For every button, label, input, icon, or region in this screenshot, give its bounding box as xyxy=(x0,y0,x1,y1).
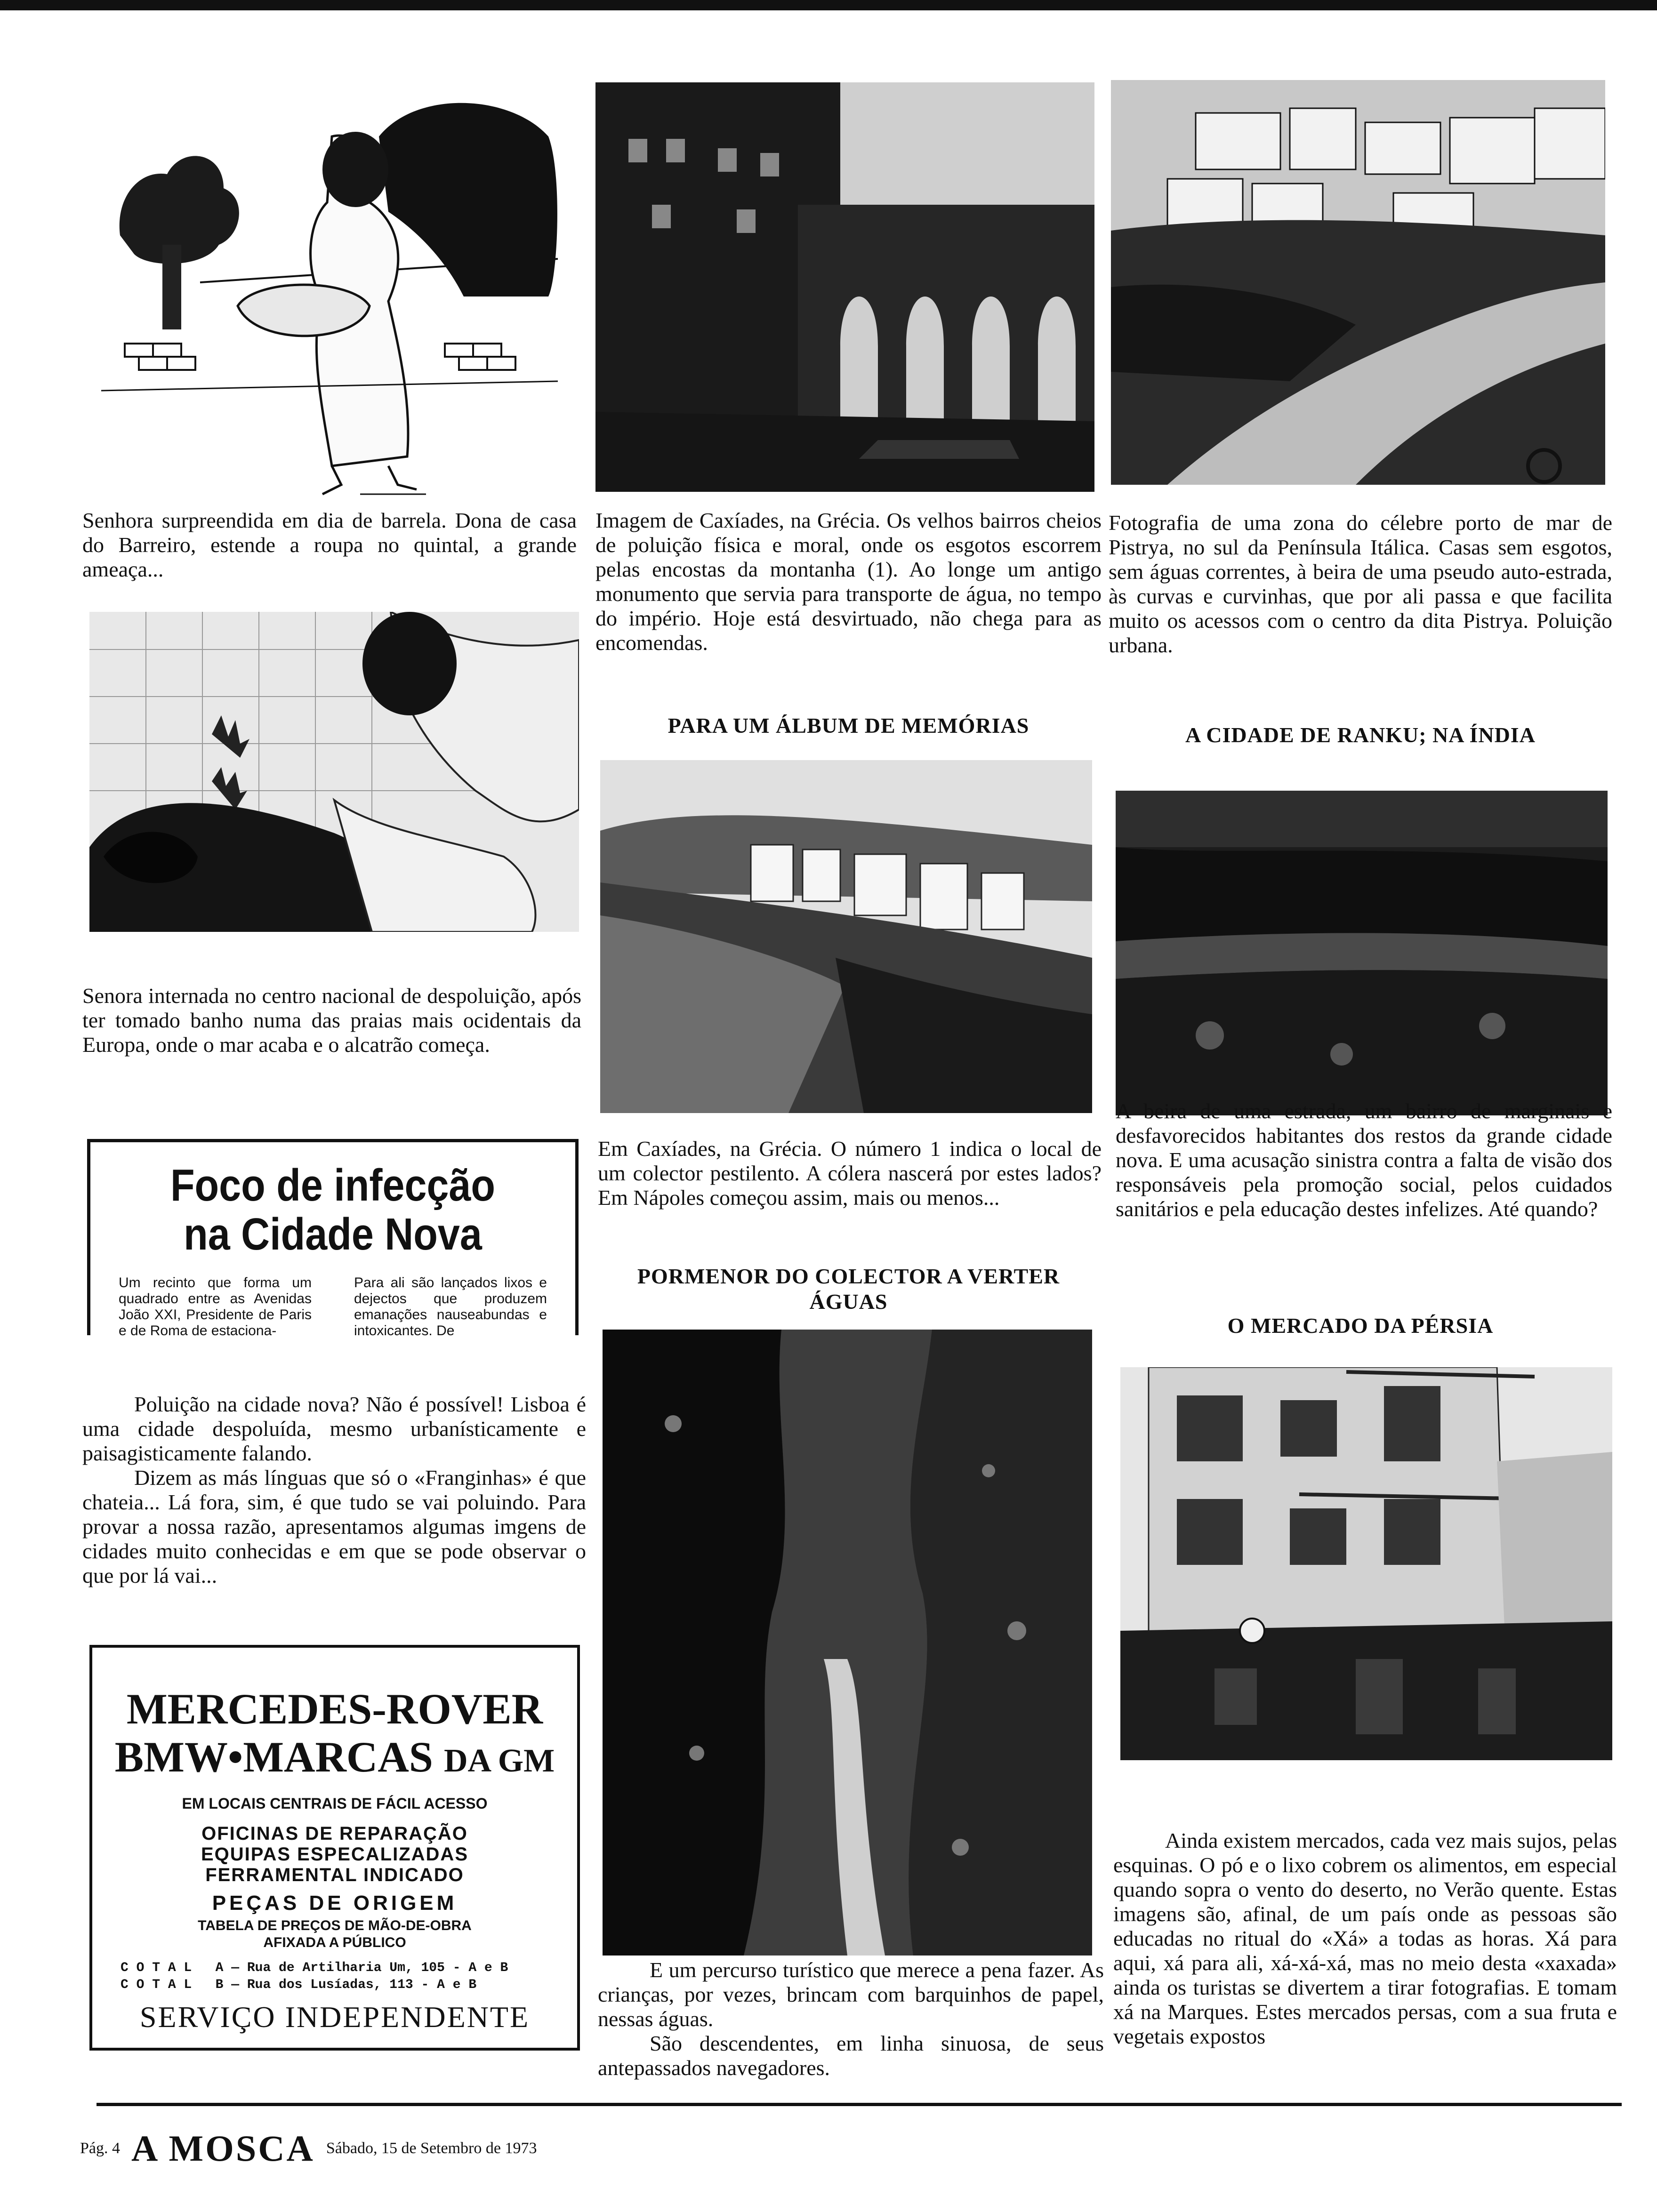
caption-ranku: A beira de uma estrada, um bairro de marginais e desfavorecidos habitantes dos restos da grande cidade nova. E uma acusação sinistra contra a falta de visão dos responsáveis pela promoção social, pelos cuidados sanitários e pela educação destes infelizes. Até quando? xyxy=(1116,1099,1612,1221)
caption-caxiades-2: Em Caxíades, na Grécia. O número 1 indica o local de um colector pestilento. A cólera nascerá por estes lados? Em Nápoles começou assim, mais ou menos... xyxy=(598,1137,1102,1210)
ad-line-oficinas: OFICINAS DE REPARAÇÃO xyxy=(201,1823,468,1844)
ad-line-tabela: TABELA DE PREÇOS DE MÃO-DE-OBRA xyxy=(198,1918,472,1933)
foco-infeccao-box xyxy=(87,1139,579,1338)
intro-paragraph-1: Poluição na cidade nova? Não é possível! Lisboa é uma cidade despoluída, mesmo urbanísticamente e paisagisticamente falando. xyxy=(82,1392,586,1465)
footer-masthead: A MOSCA xyxy=(131,2128,315,2169)
intro-text xyxy=(82,1392,586,1588)
foco-title-line1: Foco de infecção xyxy=(170,1160,496,1210)
foco-column-2: Para ali são lançados lixos e dejectos que produzem emanações nauseabundas e intoxicantes. De xyxy=(354,1275,547,1338)
caption-pistrya: Fotografia de uma zona do célebre porto de mar de Pistrya, no sul da Península Itálica. Casas sem esgotos, sem águas correntes, à beira de uma pseudo auto-estrada, às curvas e curvinhas, que por ali passa e que facilita muito os acessos com o centro da dita Pistrya. Poluição urbana. xyxy=(1109,511,1612,657)
photo-persia-market xyxy=(1120,1367,1612,1760)
heading-album: PARA UM ÁLBUM DE MEMÓRIAS xyxy=(668,713,1030,737)
foco-title-line2: na Cidade Nova xyxy=(184,1209,482,1259)
ad-line-equipas: EQUIPAS ESPECALIZADAS xyxy=(201,1844,468,1865)
photo-caxiades-aqueduct xyxy=(595,82,1094,492)
photo-barrela-illustration xyxy=(87,80,572,504)
photo-caxiades-laundry xyxy=(600,760,1092,1113)
intro-paragraph-2: Dizem as más línguas que só o «Franginhas» é que chateia... Lá fora, sim, é que tudo se vai poluindo. Para provar a nossa razão, apresentamos algumas imgens de cidades muito conhecidas e em que se pode observar o que por lá vai... xyxy=(82,1466,586,1587)
ad-line-cotal-a: C O T A L A — Rua de Artilharia Um, 105 - A e B xyxy=(121,1961,508,1975)
ad-line-cotal-b: C O T A L B — Rua dos Lusíadas, 113 - A e B xyxy=(121,1978,477,1992)
caption-percurso-p2: São descendentes, em linha sinuosa, de seus antepassados navegadores. xyxy=(598,2031,1104,2080)
caption-internada: Senora internada no centro nacional de despoluição, após ter tomado banho numa das praias mais ocidentais da Europa, onde o mar acaba e o alcatrão começa. xyxy=(82,984,581,1057)
caption-caxiades-1: Imagem de Caxíades, na Grécia. Os velhos bairros cheios de poluição física e moral, onde os esgotos escorrem pelas encostas da montanha (1). Ao longe um antigo monumento que servia para transporte de água, no tempo do império. Hoje está desvirtuado, não chega para as encomendas. xyxy=(595,508,1102,655)
photo-colector-detail xyxy=(603,1330,1092,1956)
ad-line-locais: EM LOCAIS CENTRAIS DE FÁCIL ACESSO xyxy=(182,1795,488,1812)
footer xyxy=(80,2127,537,2170)
foco-column-1: Um recinto que forma um quadrado entre as Avenidas João XXI, Presidente de Paris e de Roma de estaciona- xyxy=(119,1275,312,1338)
ad-line-ferramental: FERRAMENTAL INDICADO xyxy=(205,1865,464,1885)
ad-brands-bmw: BMW•MARCAS xyxy=(114,1733,433,1781)
caption-mercado: Ainda existem mercados, cada vez mais sujos, pelas esquinas. O pó e o lixo cobrem os alimentos, em especial quando sopra o vento do deserto, no Verão quente. Estas imagens são, afinal, de um país onde as pessoas são educadas no ritual do «Xá» a todas as horas. Xá para aqui, xá para ali, xá-xá-xá, mas no meio desta «xaxada» ainda os turistas se divertem a tirar fotografias. E tomam xá na Marques. Estes mercados persas, com a sua fruta e vegetais expostos xyxy=(1113,1828,1617,2048)
photo-pistrya-hillside xyxy=(1111,80,1605,485)
footer-page-number: Pág. 4 xyxy=(80,2140,120,2157)
heading-persia: O MERCADO DA PÉRSIA xyxy=(1227,1314,1494,1338)
ad-line-pecas: PEÇAS DE ORIGEM xyxy=(212,1891,458,1915)
ad-line-afixada: AFIXADA A PÚBLICO xyxy=(263,1935,406,1950)
ad-line-brands-2 xyxy=(92,1732,577,1786)
ad-line-brands-1: MERCEDES-ROVER xyxy=(126,1685,543,1733)
caption-percurso-p1: E um percurso turístico que merece a pena fazer. As crianças, por vezes, brincam com barquinhos de papel, nessas águas. xyxy=(598,1958,1104,2031)
caption-barrela: Senhora surpreendida em dia de barrela. Dona de casa do Barreiro, estende a roupa no quintal, a grande ameaça... xyxy=(82,508,577,581)
photo-ranku-road xyxy=(1116,791,1608,1115)
advertisement-box xyxy=(89,1645,580,2051)
footer-date: Sábado, 15 de Setembro de 1973 xyxy=(326,2140,537,2157)
ad-line-servico: SERVIÇO INDEPENDENTE xyxy=(139,2000,530,2034)
heading-ranku: A CIDADE DE RANKU; NA ÍNDIA xyxy=(1185,723,1536,747)
top-rule xyxy=(0,0,1657,10)
caption-percurso xyxy=(598,1958,1104,2080)
photo-patient-hospital xyxy=(89,612,579,932)
heading-colector: PORMENOR DO COLECTOR A VERTER ÁGUAS xyxy=(637,1264,1060,1314)
ad-brands-gm: DA GM xyxy=(443,1743,555,1779)
footer-rule xyxy=(97,2103,1622,2106)
